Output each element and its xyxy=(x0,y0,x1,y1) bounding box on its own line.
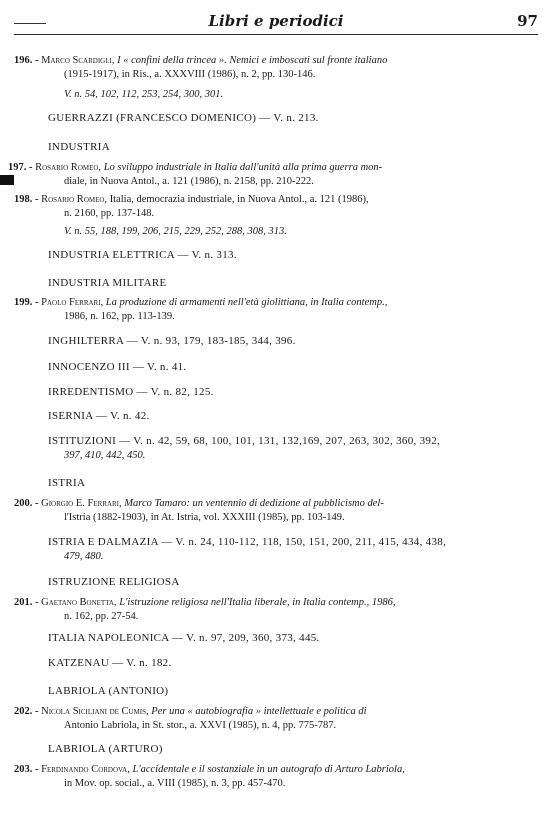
entry-number: 203. - xyxy=(14,764,42,775)
entry-title: I « confini della trincea ». Nemici e imboscati sul fronte italiano xyxy=(114,55,388,66)
keyword-labriola-antonio: LABRIOLA (ANTONIO) xyxy=(48,685,169,697)
keyword-katzenau: KATZENAU — V. n. 182. xyxy=(48,657,172,669)
keyword-istria-dalmazia-cont: 479, 480. xyxy=(64,551,104,562)
entry-number: 202. - xyxy=(14,706,42,717)
entry-number: 198. - xyxy=(14,194,42,205)
entry-203 xyxy=(14,763,405,776)
entry-number: 196. - xyxy=(14,55,42,66)
entry-202 xyxy=(14,705,367,718)
entry-200-cont: l'Istria (1882-1903), in At. Istria, vol. XXXIII (1985), pp. 103-149. xyxy=(64,512,345,523)
keyword-industria: INDUSTRIA xyxy=(48,141,110,153)
header-rule xyxy=(14,34,538,35)
keyword-inghilterra: INGHILTERRA — V. n. 93, 179, 183-185, 344, 396. xyxy=(48,335,296,347)
page-number: 97 xyxy=(517,12,538,30)
entry-title: Marco Tamaro: un ventennio di dedizione al pubblicismo del- xyxy=(121,498,384,509)
keyword-industria-elettrica: INDUSTRIA ELETTRICA — V. n. 313. xyxy=(48,249,237,261)
entry-199-cont: 1986, n. 162, pp. 113-139. xyxy=(64,311,175,322)
entry-author: Marco Scardigli, xyxy=(41,55,115,66)
keyword-innocenzo: INNOCENZO III — V. n. 41. xyxy=(48,361,187,373)
entry-number: 201. - xyxy=(14,597,42,608)
keyword-italia-napoleonica: ITALIA NAPOLEONICA — V. n. 97, 209, 360, 373, 445. xyxy=(48,632,320,644)
entry-author: Rosario Romeo, xyxy=(41,194,108,205)
entry-author: Rosario Romeo, xyxy=(35,162,102,173)
entry-author: Nicola Siciliani de Cumis, xyxy=(41,706,149,717)
keyword-istituzioni-cont: 397, 410, 442, 450. xyxy=(64,450,146,461)
running-title: Libri e periodici xyxy=(208,12,344,30)
running-header xyxy=(14,10,538,34)
keyword-industria-militare: INDUSTRIA MILITARE xyxy=(48,277,167,289)
entry-title: La produzione di armamenti nell'età giolittiana, in Italia contemp., xyxy=(103,297,388,308)
entry-201 xyxy=(14,596,395,609)
entry-197 xyxy=(8,161,382,174)
entry-196 xyxy=(14,54,387,67)
keyword-irredentismo: IRREDENTISMO — V. n. 82, 125. xyxy=(48,386,214,398)
entry-202-cont: Antonio Labriola, in St. stor., a. XXVI (1985), n. 4, pp. 775-787. xyxy=(64,720,337,731)
entry-title: Lo sviluppo industriale in Italia dall'unità alla prima guerra mon- xyxy=(101,162,383,173)
entry-198-cont: n. 2160, pp. 137-148. xyxy=(64,208,155,219)
entry-author: Ferdinando Cordova, xyxy=(41,764,130,775)
entry-201-cont: n. 162, pp. 27-54. xyxy=(64,611,139,622)
keyword-guerrazzi: GUERRAZZI (FRANCESCO DOMENICO) — V. n. 213. xyxy=(48,112,319,124)
entry-number: 199. - xyxy=(14,297,42,308)
keyword-istria: ISTRIA xyxy=(48,477,86,489)
margin-mark xyxy=(0,175,14,185)
entry-200 xyxy=(14,497,384,510)
entry-196-cont: (1915-1917), in Ris., a. XXXVIII (1986), n. 2, pp. 130-146. xyxy=(64,69,316,80)
entry-199 xyxy=(14,296,387,309)
entry-number: 200. - xyxy=(14,498,42,509)
keyword-labriola-arturo: LABRIOLA (ARTURO) xyxy=(48,743,163,755)
entry-title: L'istruzione religiosa nell'Italia liberale, in Italia contemp., 1986, xyxy=(116,597,396,608)
crossref-line: V. n. 55, 188, 199, 206, 215, 229, 252, 288, 308, 313. xyxy=(64,226,287,237)
entry-title: Italia, democrazia industriale, in Nuova Antol., a. 121 (1986), xyxy=(107,194,369,205)
entry-title: L'accidentale e il sostanziale in un autografo di Arturo Labriola, xyxy=(129,764,405,775)
entry-author: Gaetano Bonetta, xyxy=(41,597,117,608)
entry-198 xyxy=(14,193,369,206)
entry-author: Giorgio E. Ferrari, xyxy=(41,498,122,509)
entry-number: 197. - xyxy=(8,162,36,173)
keyword-istituzioni: ISTITUZIONI — V. n. 42, 59, 68, 100, 101, 131, 132,169, 207, 263, 302, 360, 392, xyxy=(48,435,441,447)
keyword-istria-dalmazia: ISTRIA E DALMAZIA — V. n. 24, 110-112, 118, 150, 151, 200, 211, 415, 434, 438, xyxy=(48,536,447,548)
crossref-line: V. n. 54, 102, 112, 253, 254, 300, 301. xyxy=(64,89,224,100)
entry-title: Per una « autobiografia » intellettuale e politica di xyxy=(148,706,367,717)
keyword-isernia: ISERNIA — V. n. 42. xyxy=(48,410,150,422)
entry-203-cont: in Mov. op. social., a. VIII (1985), n. 3, pp. 457-470. xyxy=(64,778,286,789)
entry-197-cont: diale, in Nuova Antol., a. 121 (1986), n. 2158, pp. 210-222. xyxy=(64,176,314,187)
entry-author: Paolo Ferrari, xyxy=(41,297,104,308)
keyword-istruzione-religiosa: ISTRUZIONE RELIGIOSA xyxy=(48,576,180,588)
